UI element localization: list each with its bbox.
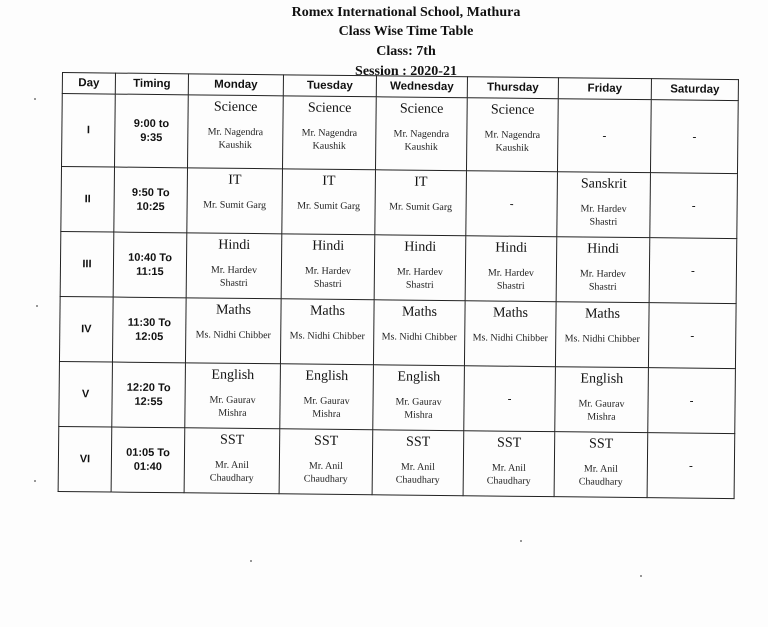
period-number: II <box>61 167 115 233</box>
period-number: VI <box>58 426 112 492</box>
teacher-name: Mr. Hardev Shastri <box>487 267 535 292</box>
teacher-name: Mr. Anil Chaudhary <box>486 462 531 487</box>
empty-period: - <box>691 198 696 213</box>
cell-content <box>465 301 556 366</box>
teacher-name: Mr. Gaurav Mishra <box>578 398 625 423</box>
timetable-body <box>58 94 738 499</box>
subject-name: Sanskrit <box>580 176 627 192</box>
teacher-name: Mr. Hardev Shastri <box>580 203 627 228</box>
schedule-cell-saturday <box>647 433 735 499</box>
schedule-cell-tuesday <box>281 234 375 300</box>
teacher-name: Mr. Hardev Shastri <box>304 265 352 290</box>
schedule-cell-thursday <box>466 98 558 172</box>
table-row <box>59 361 736 433</box>
schedule-cell-wednesday <box>375 170 467 236</box>
table-row <box>58 426 735 498</box>
subject-name: SST <box>220 432 245 448</box>
cell-content <box>187 168 282 233</box>
document-title: Class Wise Time Table <box>338 24 474 39</box>
column-header-thursday: Thursday <box>467 77 558 99</box>
schedule-cell-monday <box>187 168 283 234</box>
cell-content <box>282 169 375 234</box>
teacher-name: Mr. Nagendra Kaushik <box>301 127 358 152</box>
schedule-cell-friday <box>554 432 648 498</box>
table-row <box>62 94 739 174</box>
teacher-name: Ms. Nidhi Chibber <box>195 329 271 342</box>
cell-content <box>555 432 648 497</box>
subject-name: Maths <box>215 302 252 318</box>
subject-name: English <box>580 371 624 387</box>
schedule-cell-wednesday <box>373 365 465 431</box>
subject-name: SST <box>406 434 431 450</box>
schedule-cell-friday <box>557 172 651 238</box>
schedule-cell-wednesday <box>372 430 464 496</box>
timing-start: 01:05 To <box>126 446 170 460</box>
teacher-name: Mr. Sumit Garg <box>389 201 453 214</box>
schedule-cell-thursday <box>466 171 558 237</box>
schedule-cell-tuesday <box>282 96 376 170</box>
teacher-name: Mr. Sumit Garg <box>203 199 267 212</box>
schedule-cell-tuesday <box>279 429 373 495</box>
teacher-name: Mr. Hardev Shastri <box>396 266 444 291</box>
subject-name: Maths <box>309 303 346 319</box>
school-name: Romex International School, Mathura <box>291 5 521 20</box>
schedule-cell-saturday <box>648 368 736 434</box>
teacher-name: Mr. Gaurav Mishra <box>303 395 350 420</box>
column-header-friday: Friday <box>558 78 651 100</box>
teacher-name: Mr. Hardev Shastri <box>579 268 627 293</box>
schedule-cell-wednesday <box>373 300 465 366</box>
empty-period: - <box>690 328 695 343</box>
timing-end: 9:35 <box>140 131 163 145</box>
cell-content <box>375 235 466 300</box>
schedule-cell-saturday <box>650 100 738 174</box>
schedule-cell-monday <box>185 298 281 364</box>
period-timing <box>111 427 185 493</box>
schedule-cell-friday <box>556 237 650 303</box>
scan-speck <box>250 560 252 562</box>
column-header-wednesday: Wednesday <box>376 76 467 98</box>
cell-content <box>557 237 650 302</box>
subject-name: SST <box>314 433 339 449</box>
subject-name: IT <box>322 173 336 189</box>
column-header-monday: Monday <box>188 74 283 96</box>
schedule-cell-monday <box>188 95 284 169</box>
subject-name: IT <box>228 172 242 188</box>
subject-name: SST <box>496 435 522 451</box>
period-number: V <box>59 361 113 427</box>
timing-start: 9:50 To <box>131 186 170 200</box>
period-timing <box>115 94 189 168</box>
schedule-cell-friday <box>555 367 649 433</box>
schedule-cell-tuesday <box>282 169 376 235</box>
cell-content <box>282 234 375 299</box>
schedule-cell-thursday <box>464 366 556 432</box>
scan-speck <box>34 98 36 100</box>
subject-name: SST <box>588 436 614 452</box>
cell-content <box>376 97 467 170</box>
table-row <box>61 167 738 239</box>
schedule-cell-monday <box>185 363 281 429</box>
schedule-cell-saturday <box>650 173 738 239</box>
cell-content <box>187 233 282 298</box>
table-row <box>59 296 736 368</box>
timing-end: 12:55 <box>134 395 163 409</box>
column-header-day: Day <box>62 73 115 95</box>
timing-end: 01:40 <box>133 460 162 474</box>
cell-content <box>185 428 280 493</box>
subject-name: Maths <box>401 304 438 320</box>
cell-content <box>281 299 374 364</box>
cell-content <box>373 430 464 495</box>
subject-name: Hindi <box>404 239 437 255</box>
timing-start: 9:00 to <box>133 117 170 131</box>
teacher-name: Ms. Nidhi Chibber <box>564 333 640 346</box>
cell-content <box>283 96 376 169</box>
teacher-name: Mr. Sumit Garg <box>297 200 361 213</box>
cell-content <box>188 95 283 168</box>
subject-name: Hindi <box>587 241 620 257</box>
schedule-cell-wednesday <box>375 97 467 171</box>
column-header-timing: Timing <box>115 73 188 95</box>
subject-name: English <box>305 368 349 385</box>
class-label: Class: 7th <box>376 44 436 59</box>
schedule-cell-thursday <box>465 236 557 302</box>
empty-period: - <box>602 128 607 143</box>
column-header-saturday: Saturday <box>651 79 738 101</box>
cell-content <box>373 365 464 430</box>
teacher-name: Mr. Anil Chaudhary <box>303 460 348 486</box>
period-timing <box>113 232 187 298</box>
subject-name: Hindi <box>218 237 251 253</box>
teacher-name: Mr. Anil Chaudhary <box>395 461 440 486</box>
subject-name: Science <box>213 99 258 116</box>
subject-name: Hindi <box>312 238 345 254</box>
schedule-cell-wednesday <box>374 235 466 301</box>
schedule-cell-monday <box>186 233 282 299</box>
subject-name: English <box>397 369 441 385</box>
subject-name: Science <box>307 100 352 117</box>
scan-speck <box>34 480 36 482</box>
schedule-cell-tuesday <box>280 364 374 430</box>
teacher-name: Mr. Hardev Shastri <box>210 264 258 289</box>
teacher-name: Ms. Nidhi Chibber <box>381 331 457 344</box>
empty-period: - <box>507 391 512 406</box>
cell-content <box>186 298 281 363</box>
period-timing <box>112 297 186 363</box>
period-number: III <box>60 231 114 297</box>
cell-content <box>280 429 373 494</box>
timing-end: 11:15 <box>136 265 164 279</box>
cell-content <box>556 302 649 367</box>
period-number: I <box>62 94 116 168</box>
empty-period: - <box>690 263 696 278</box>
cell-content <box>555 367 648 432</box>
period-number: IV <box>59 296 113 362</box>
period-timing <box>112 362 186 428</box>
period-timing <box>114 167 188 233</box>
cell-content <box>557 172 650 237</box>
cell-content <box>280 364 373 429</box>
schedule-cell-friday <box>555 302 649 368</box>
table-row <box>60 231 737 303</box>
empty-period: - <box>689 393 694 408</box>
session-label: Session : 2020-21 <box>355 64 457 79</box>
schedule-cell-saturday <box>649 238 737 304</box>
teacher-name: Mr. Nagendra Kaushik <box>484 129 541 154</box>
empty-period: - <box>688 458 693 473</box>
subject-name: Science <box>399 101 444 117</box>
schedule-cell-thursday <box>464 301 556 367</box>
empty-period: - <box>509 196 514 211</box>
teacher-name: Mr. Anil Chaudhary <box>209 459 254 485</box>
scan-speck <box>36 305 38 307</box>
column-header-tuesday: Tuesday <box>283 75 376 97</box>
subject-name: Maths <box>584 306 621 322</box>
schedule-cell-friday <box>557 99 651 173</box>
empty-period: - <box>692 129 697 144</box>
schedule-cell-saturday <box>648 303 736 369</box>
schedule-cell-monday <box>184 428 280 494</box>
subject-name: English <box>211 367 255 384</box>
scan-speck <box>520 540 522 542</box>
timing-end: 12:05 <box>135 330 164 344</box>
subject-name: Hindi <box>495 240 528 256</box>
subject-name: IT <box>414 174 428 190</box>
cell-content <box>466 236 557 301</box>
teacher-name: Mr. Gaurav Mishra <box>395 396 442 421</box>
schedule-cell-thursday <box>463 431 555 497</box>
timing-start: 12:20 To <box>126 381 171 395</box>
teacher-name: Mr. Nagendra Kaushik <box>207 126 264 151</box>
teacher-name: Mr. Anil Chaudhary <box>578 463 623 488</box>
cell-content <box>185 363 280 428</box>
timing-end: 10:25 <box>136 200 165 214</box>
schedule-cell-tuesday <box>280 299 374 365</box>
subject-name: Science <box>490 102 535 118</box>
subject-name: Maths <box>492 305 529 321</box>
timing-start: 11:30 To <box>127 316 172 330</box>
timing-start: 10:40 To <box>128 251 173 265</box>
timetable <box>58 72 739 499</box>
teacher-name: Ms. Nidhi Chibber <box>472 332 548 345</box>
teacher-name: Mr. Nagendra Kaushik <box>393 128 450 153</box>
cell-content <box>374 300 465 365</box>
cell-content <box>467 98 558 171</box>
teacher-name: Ms. Nidhi Chibber <box>289 330 365 343</box>
cell-content <box>464 431 555 496</box>
teacher-name: Mr. Gaurav Mishra <box>209 394 256 419</box>
scan-speck <box>640 575 642 577</box>
cell-content <box>375 170 466 235</box>
